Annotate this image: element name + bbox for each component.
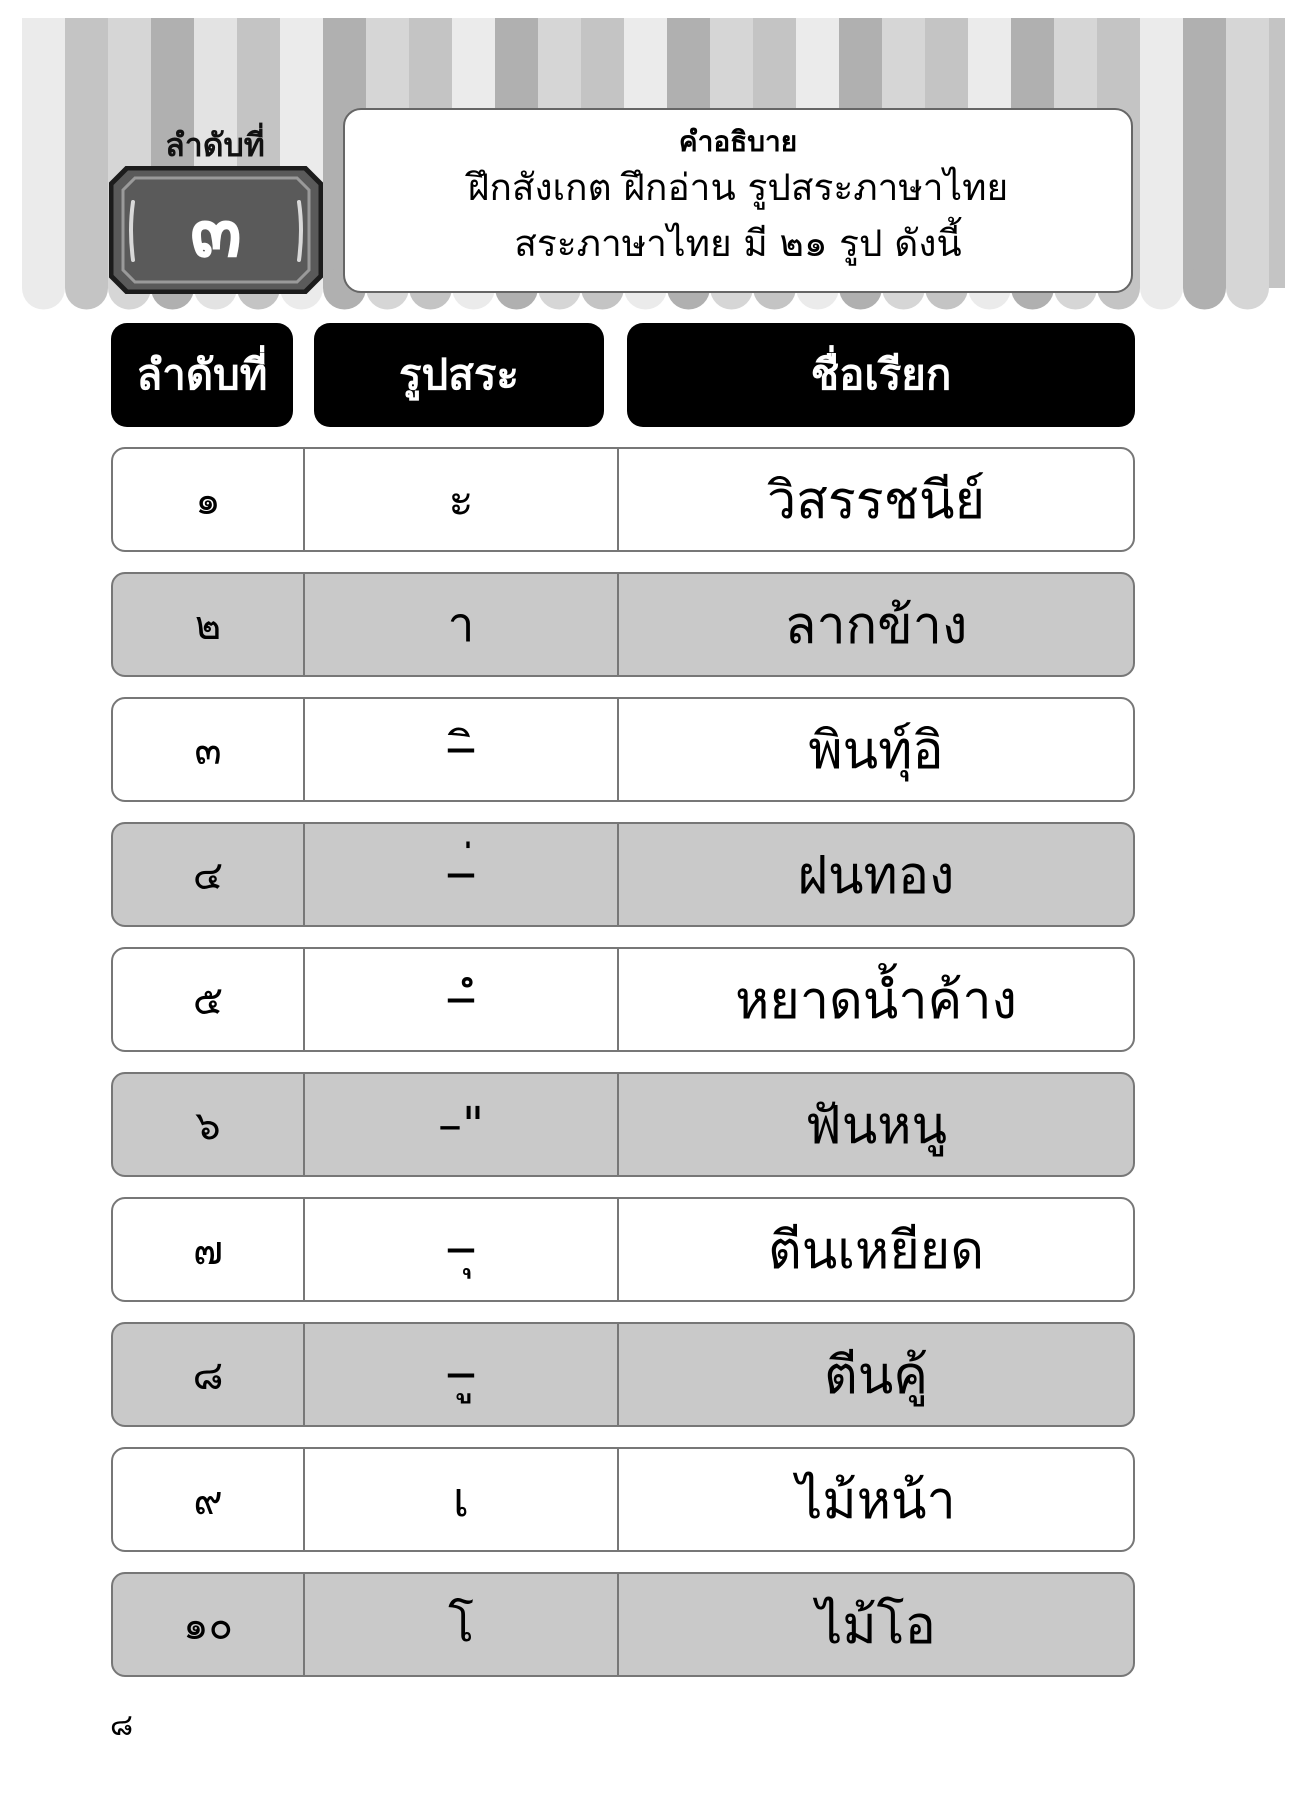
- vowel-form: –ู: [305, 1324, 619, 1425]
- row-number: ๒: [113, 574, 305, 675]
- lesson-label: ลำดับที่: [165, 126, 265, 164]
- row-number: ๑๐: [113, 1574, 305, 1675]
- vowel-form: –ุ: [305, 1199, 619, 1300]
- vowel-name: พินทุ์อิ: [808, 721, 944, 781]
- header-order: ลำดับที่: [111, 323, 293, 427]
- description-box: [343, 108, 1133, 293]
- vowel-form: –่: [305, 824, 619, 925]
- vowel-form: า: [305, 574, 619, 675]
- description-line-2: สระภาษาไทย มี ๒๑ รูป ดังนี้: [514, 222, 962, 265]
- vowel-name: ลากข้าง: [784, 596, 968, 656]
- vowel-name: ไม้โอ: [816, 1596, 936, 1656]
- table-row: [111, 1072, 1135, 1177]
- vowel-form: –ิ: [305, 699, 619, 800]
- table-row: [111, 447, 1135, 552]
- vowel-form: เ: [305, 1449, 619, 1550]
- description-line-1: ฝึกสังเกต ฝึกอ่าน รูปสระภาษาไทย: [467, 166, 1009, 209]
- table-row: [111, 572, 1135, 677]
- vowel-table: [111, 447, 1135, 1697]
- row-number: ๘: [113, 1324, 305, 1425]
- row-number: ๖: [113, 1074, 305, 1175]
- row-number: ๗: [113, 1199, 305, 1300]
- table-row: [111, 822, 1135, 927]
- header-vowel-form: รูปสระ: [314, 323, 604, 427]
- table-row: [111, 697, 1135, 802]
- vowel-form: โ: [305, 1574, 619, 1675]
- row-number: ๙: [113, 1449, 305, 1550]
- table-row: [111, 1572, 1135, 1677]
- vowel-form: ะ: [305, 449, 619, 550]
- header-vowel-name: ชื่อเรียก: [627, 323, 1135, 427]
- row-number: ๓: [113, 699, 305, 800]
- table-row: [111, 1197, 1135, 1302]
- lesson-number: ๓: [190, 185, 242, 274]
- vowel-name: ตีนเหยียด: [767, 1221, 985, 1281]
- row-number: ๑: [113, 449, 305, 550]
- row-number: ๔: [113, 824, 305, 925]
- vowel-name: ตีนคู้: [823, 1346, 929, 1406]
- vowel-name: ฟันหนู: [804, 1096, 948, 1156]
- vowel-name: ฝนทอง: [797, 846, 955, 906]
- vowel-name: วิสรรชนีย์: [766, 471, 986, 531]
- vowel-name: ไม้หน้า: [796, 1471, 956, 1531]
- table-row: [111, 947, 1135, 1052]
- vowel-form: –ํ: [305, 949, 619, 1050]
- page-number: ๘: [110, 1708, 134, 1743]
- vowel-name: หยาดน้ำค้าง: [735, 971, 1017, 1031]
- vowel-form: –": [305, 1074, 619, 1175]
- table-row: [111, 1447, 1135, 1552]
- description-title: คำอธิบาย: [678, 125, 798, 158]
- row-number: ๕: [113, 949, 305, 1050]
- table-row: [111, 1322, 1135, 1427]
